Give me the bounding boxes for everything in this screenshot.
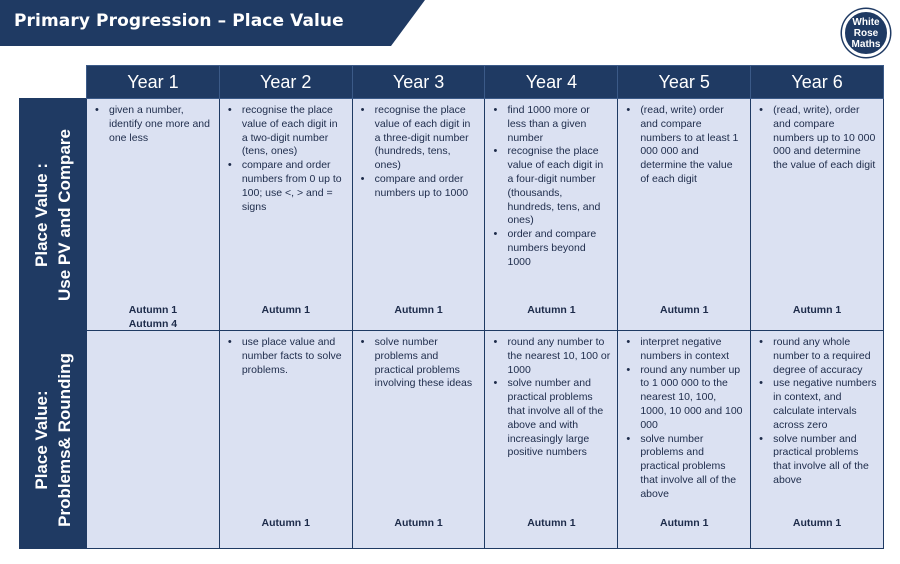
term-label: Autumn 1 [527, 304, 576, 316]
white-rose-maths-logo: White Rose Maths [842, 9, 890, 57]
objective-item: • solve number and practical problems that involve all of the above and with increasingly large positive numbers [491, 377, 611, 460]
objective-item: • (read, write), order and compare numbers up to 10 000 000 and determine the value of each digit [757, 104, 877, 173]
objective-cell-year-2 [219, 331, 352, 549]
term-list [618, 304, 750, 318]
objective-item: • find 1000 more or less than a given number [491, 104, 611, 145]
objective-item: • use negative numbers in context, and calculate intervals across zero [757, 377, 877, 432]
row-heading [20, 99, 87, 331]
row-heading-line: Place Value: [32, 389, 51, 490]
objective-cell-year-5 [618, 331, 751, 549]
row-heading-text [30, 129, 76, 301]
year-header-6: Year 6 [751, 66, 884, 99]
objective-item: • round any number to the nearest 10, 100 or 1000 [491, 336, 611, 377]
year-header-2: Year 2 [219, 66, 352, 99]
objective-item: • recognise the place value of each digit in a three-digit number (hundreds, tens, ones) [359, 104, 479, 173]
objective-cell-year-4 [485, 331, 618, 549]
row-heading-line: Place Value : [32, 162, 51, 267]
term-label: Autumn 1 [261, 304, 310, 316]
row-problems-rounding [20, 331, 884, 549]
objective-cell-year-1 [87, 99, 220, 331]
term-list [618, 517, 750, 531]
objective-cell-year-4 [485, 99, 618, 331]
objective-item: • solve number and practical problems that involve all of the above [757, 433, 877, 488]
term-list [485, 517, 617, 531]
page-title: Primary Progression – Place Value [14, 11, 344, 31]
objective-item: • order and compare numbers beyond 1000 [491, 228, 611, 269]
year-header-3: Year 3 [352, 66, 485, 99]
term-label: Autumn 4 [128, 317, 178, 330]
row-heading-line: Use PV and Compare [55, 128, 74, 301]
term-label: Autumn 1 [261, 517, 310, 529]
corner-cell [20, 66, 87, 99]
objective-list [757, 104, 877, 173]
term-list [751, 304, 883, 318]
objective-item: • (read, write) order and compare numbers to at least 1 000 000 and determine the value of each digit [624, 104, 744, 187]
objective-list [624, 104, 744, 187]
objective-list [624, 336, 744, 502]
objective-cell-year-6 [751, 99, 884, 331]
term-list [353, 517, 485, 531]
objective-list [757, 336, 877, 488]
objective-item: • solve number problems and practical problems that involve all of the above [624, 433, 744, 502]
objective-cell-year-5 [618, 99, 751, 331]
term-label: Autumn 1 [792, 517, 842, 529]
objective-item: • recognise the place value of each digit in a two-digit number (tens, ones) [226, 104, 346, 159]
objective-cell-year-1 [87, 331, 220, 549]
term-list [485, 304, 617, 318]
row-heading-text [30, 353, 76, 527]
year-header-row [20, 66, 884, 99]
term-list [220, 304, 352, 318]
objective-list [93, 104, 213, 145]
objective-cell-year-2 [219, 99, 352, 331]
objective-list [226, 104, 346, 214]
term-label: Autumn 1 [660, 517, 709, 529]
objective-cell-year-3 [352, 99, 485, 331]
objective-item: • round any whole number to a required degree of accuracy [757, 336, 877, 377]
objective-list [491, 336, 611, 460]
objective-list [359, 104, 479, 201]
objective-item: • solve number problems and practical problems involving these ideas [359, 336, 479, 391]
term-label: Autumn 1 [394, 517, 443, 529]
term-label: Autumn 1 [394, 304, 443, 316]
row-heading [20, 331, 87, 549]
progression-table [19, 65, 884, 549]
objective-item: • use place value and number facts to solve problems. [226, 336, 346, 377]
term-label: Autumn 1 [792, 304, 842, 316]
objective-item: • given a number, identify one more and one less [93, 104, 213, 145]
year-header-1: Year 1 [87, 66, 220, 99]
term-label: Autumn 1 [660, 304, 709, 316]
objective-list [491, 104, 611, 270]
objective-list [359, 336, 479, 391]
term-label: Autumn 1 [527, 517, 576, 529]
objective-cell-year-3 [352, 331, 485, 549]
term-list [751, 517, 883, 531]
objective-item: • compare and order numbers up to 1000 [359, 173, 479, 201]
objective-item: • interpret negative numbers in context [624, 336, 744, 364]
year-header-5: Year 5 [618, 66, 751, 99]
objective-cell-year-6 [751, 331, 884, 549]
year-header-4: Year 4 [485, 66, 618, 99]
row-use-pv-compare [20, 99, 884, 331]
term-label: Autumn 1 [128, 304, 178, 316]
objective-item: • round any number up to 1 000 000 to the nearest 10, 100, 1000, 10 000 and 100 000 [624, 364, 744, 433]
row-heading-line: Problems& Rounding [55, 352, 74, 527]
objective-item: • recognise the place value of each digit in a four-digit number (thousands, hundreds, tens, and ones) [491, 145, 611, 228]
objective-item: • compare and order numbers from 0 up to 100; use <, > and = signs [226, 159, 346, 214]
term-list [353, 304, 485, 318]
term-list [220, 517, 352, 531]
objective-list [226, 336, 346, 377]
